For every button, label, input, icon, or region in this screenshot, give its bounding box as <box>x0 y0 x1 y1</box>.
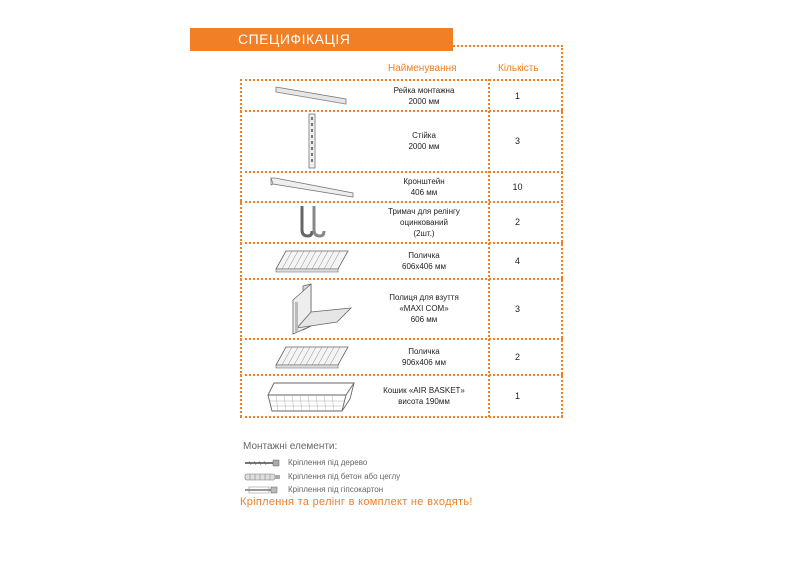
warning-note: Кріплення та релінг в комплект не входять! <box>240 496 473 508</box>
row-image <box>252 340 372 373</box>
mounting-title: Монтажні елементи: <box>243 441 338 452</box>
row-line: 606 мм <box>410 315 438 324</box>
mounting-item <box>243 458 367 467</box>
spec-header <box>190 28 453 51</box>
row-qty: 1 <box>514 390 520 401</box>
row-line: 2000 мм <box>408 142 440 151</box>
table-bottom <box>240 416 563 418</box>
wire-shelf-icon <box>272 247 352 275</box>
row-line: Кронштейн <box>403 176 445 186</box>
row-label <box>360 279 488 338</box>
row-line: Кошик «AIR BASKET» <box>383 385 465 395</box>
row-line: 406 мм <box>410 187 438 197</box>
rail-icon <box>272 83 352 107</box>
row-line: Рейка монтажна <box>393 86 455 95</box>
row-qty: 2 <box>514 351 520 362</box>
mounting-label: Кріплення під дерево <box>288 458 368 467</box>
row-label <box>360 202 488 242</box>
row-label <box>360 375 488 416</box>
wire-shelf-icon <box>272 343 352 371</box>
row-line: Поличка <box>408 250 440 260</box>
row-line: Стійка <box>412 131 436 140</box>
row-line: оцинкований <box>400 217 448 227</box>
row-line: «MAXI COM» <box>399 304 449 313</box>
row-image <box>252 280 372 337</box>
row-image <box>252 112 372 170</box>
row-line: Полиця для взуття <box>389 293 459 302</box>
wood-screw-icon <box>243 459 283 467</box>
row-qty: 3 <box>514 136 520 146</box>
basket-icon <box>264 377 360 415</box>
frame-right <box>561 45 563 417</box>
row-qty: 1 <box>514 91 520 101</box>
col-name-header: Найменування <box>388 63 457 74</box>
row-label <box>360 243 488 278</box>
row-image <box>252 376 372 416</box>
row-qty: 4 <box>514 255 520 266</box>
row-label <box>360 82 488 110</box>
row-line: Тримач для релінгу <box>388 206 460 216</box>
mounting-item <box>243 472 400 481</box>
row-qty: 3 <box>514 303 520 314</box>
mounting-label: Кріплення під гіпсокартон <box>288 485 384 494</box>
drywall-anchor-icon <box>243 486 283 494</box>
row-image <box>252 244 372 277</box>
row-label <box>360 339 488 374</box>
row-image <box>252 203 372 241</box>
spec-title: СПЕЦИФІКАЦІЯ <box>238 31 351 47</box>
row-line: 906х406 мм <box>402 357 446 367</box>
table-left <box>240 79 242 417</box>
row-line: (2шт.) <box>413 228 435 238</box>
row-line: 2000 мм <box>408 97 440 106</box>
row-image <box>252 82 372 108</box>
table-top <box>240 79 563 81</box>
upright-icon <box>302 113 322 169</box>
row-line: 606х406 мм <box>402 261 446 271</box>
row-label <box>360 172 488 201</box>
row-line: висота 190мм <box>398 396 450 406</box>
concrete-anchor-icon <box>243 473 283 481</box>
row-image <box>252 173 372 200</box>
row-qty: 2 <box>514 217 520 227</box>
bracket-icon <box>267 175 357 199</box>
row-line: Поличка <box>408 346 440 356</box>
mounting-label: Кріплення під бетон або цеглу <box>288 472 401 481</box>
mounting-item <box>243 485 383 494</box>
shoe-shelf-icon <box>267 282 357 336</box>
row-qty: 10 <box>512 181 523 192</box>
row-label <box>360 111 488 171</box>
hook-holder-icon <box>292 204 332 240</box>
col-qty-header: Кількість <box>498 63 539 74</box>
frame-top-right <box>453 45 563 47</box>
